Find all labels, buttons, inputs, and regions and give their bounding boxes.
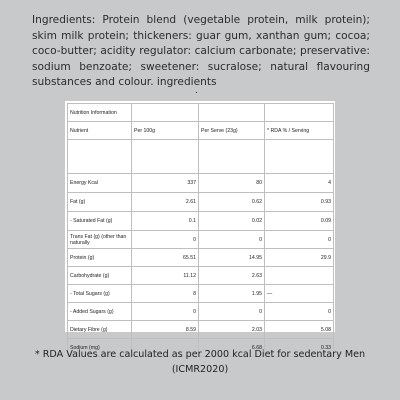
table-header-row bbox=[68, 122, 334, 140]
table-row bbox=[68, 174, 334, 193]
cell-nutrient: - Total Sugars (g) bbox=[68, 285, 132, 303]
cell-serve: 6.68 bbox=[199, 339, 265, 357]
cell-rda: 0 bbox=[265, 231, 334, 249]
cell-rda bbox=[265, 267, 334, 285]
table-title: Nutrition Information bbox=[68, 104, 132, 122]
table-row bbox=[68, 267, 334, 285]
cell-rda: 4 bbox=[265, 174, 334, 193]
cell-rda: 5.08 bbox=[265, 321, 334, 339]
cell-rda: 0.33 bbox=[265, 339, 334, 357]
table-title-empty-cell bbox=[265, 104, 334, 122]
cell-per100: 8 bbox=[132, 285, 199, 303]
cell-serve: 80 bbox=[199, 174, 265, 193]
header-nutrient: Nutrient bbox=[68, 122, 132, 140]
table-row bbox=[68, 231, 334, 249]
cell-rda: 0.93 bbox=[265, 193, 334, 212]
rda-footnote: * RDA Values are calculated as per 2000 kcal Diet for sedentary Men (ICMR2020) bbox=[34, 349, 366, 375]
nutrition-table bbox=[67, 103, 334, 357]
table-row bbox=[68, 303, 334, 321]
header-per-serve: Per Serve (23g) bbox=[199, 122, 265, 140]
cell-per100: 65.51 bbox=[132, 249, 199, 267]
cell-rda: 0 bbox=[265, 303, 334, 321]
table-row bbox=[68, 249, 334, 267]
cell-serve: 0.62 bbox=[199, 193, 265, 212]
cell-nutrient: Dietary Fibre (g) bbox=[68, 321, 132, 339]
cell-per100: 11.12 bbox=[132, 267, 199, 285]
spacer-cell bbox=[132, 140, 199, 174]
header-per-100g: Per 100g bbox=[132, 122, 199, 140]
cell-per100: 2.61 bbox=[132, 193, 199, 212]
table-row bbox=[68, 321, 334, 339]
cell-serve: 0 bbox=[199, 303, 265, 321]
cell-rda: — bbox=[265, 285, 334, 303]
cell-serve: 2.03 bbox=[199, 321, 265, 339]
cell-nutrient: Protein (g) bbox=[68, 249, 132, 267]
cell-serve: 14.95 bbox=[199, 249, 265, 267]
cell-nutrient: Carbohydrate (g) bbox=[68, 267, 132, 285]
table-row bbox=[68, 285, 334, 303]
table-row bbox=[68, 212, 334, 231]
table-row bbox=[68, 193, 334, 212]
cell-nutrient: Energy Kcal bbox=[68, 174, 132, 193]
ingredients-text: Ingredients: Protein blend (vegetable protein, milk protein); skim milk protein; thickeners: guar gum, xanthan gum; cocoa; coco-butter; acidity regulator: calcium carbonate; preservative: sodium benzoate; sweetener: sucralose; natural flavouring substances and colour. ingredients bbox=[32, 14, 370, 88]
cell-per100: 0 bbox=[132, 303, 199, 321]
cell-per100: 8.59 bbox=[132, 321, 199, 339]
cell-serve: 2.63 bbox=[199, 267, 265, 285]
table-title-empty-cell bbox=[199, 104, 265, 122]
table-title-row bbox=[68, 104, 334, 122]
cell-rda: 0.09 bbox=[265, 212, 334, 231]
spacer-cell bbox=[265, 140, 334, 174]
cell-nutrient: Fat (g) bbox=[68, 193, 132, 212]
cell-nutrient: Trans Fat (g) (other than naturally bbox=[68, 231, 132, 249]
cell-nutrient: - Saturated Fat (g) bbox=[68, 212, 132, 231]
nutrition-table-card bbox=[65, 101, 335, 351]
cell-per100: 0 bbox=[132, 231, 199, 249]
cell-serve: 0 bbox=[199, 231, 265, 249]
table-spacer-row bbox=[68, 140, 334, 174]
cell-nutrient: Sodium (mg) bbox=[68, 339, 132, 357]
stray-dot: . bbox=[195, 85, 198, 96]
cell-nutrient: - Added Sugars (g) bbox=[68, 303, 132, 321]
cell-rda: 29.9 bbox=[265, 249, 334, 267]
cell-serve: 1.95 bbox=[199, 285, 265, 303]
spacer-cell bbox=[68, 140, 132, 174]
table-title-empty-cell bbox=[132, 104, 199, 122]
cell-serve: 0.02 bbox=[199, 212, 265, 231]
header-rda: * RDA % / Serving bbox=[265, 122, 334, 140]
cell-per100: 0.1 bbox=[132, 212, 199, 231]
cell-per100: 337 bbox=[132, 174, 199, 193]
spacer-cell bbox=[199, 140, 265, 174]
